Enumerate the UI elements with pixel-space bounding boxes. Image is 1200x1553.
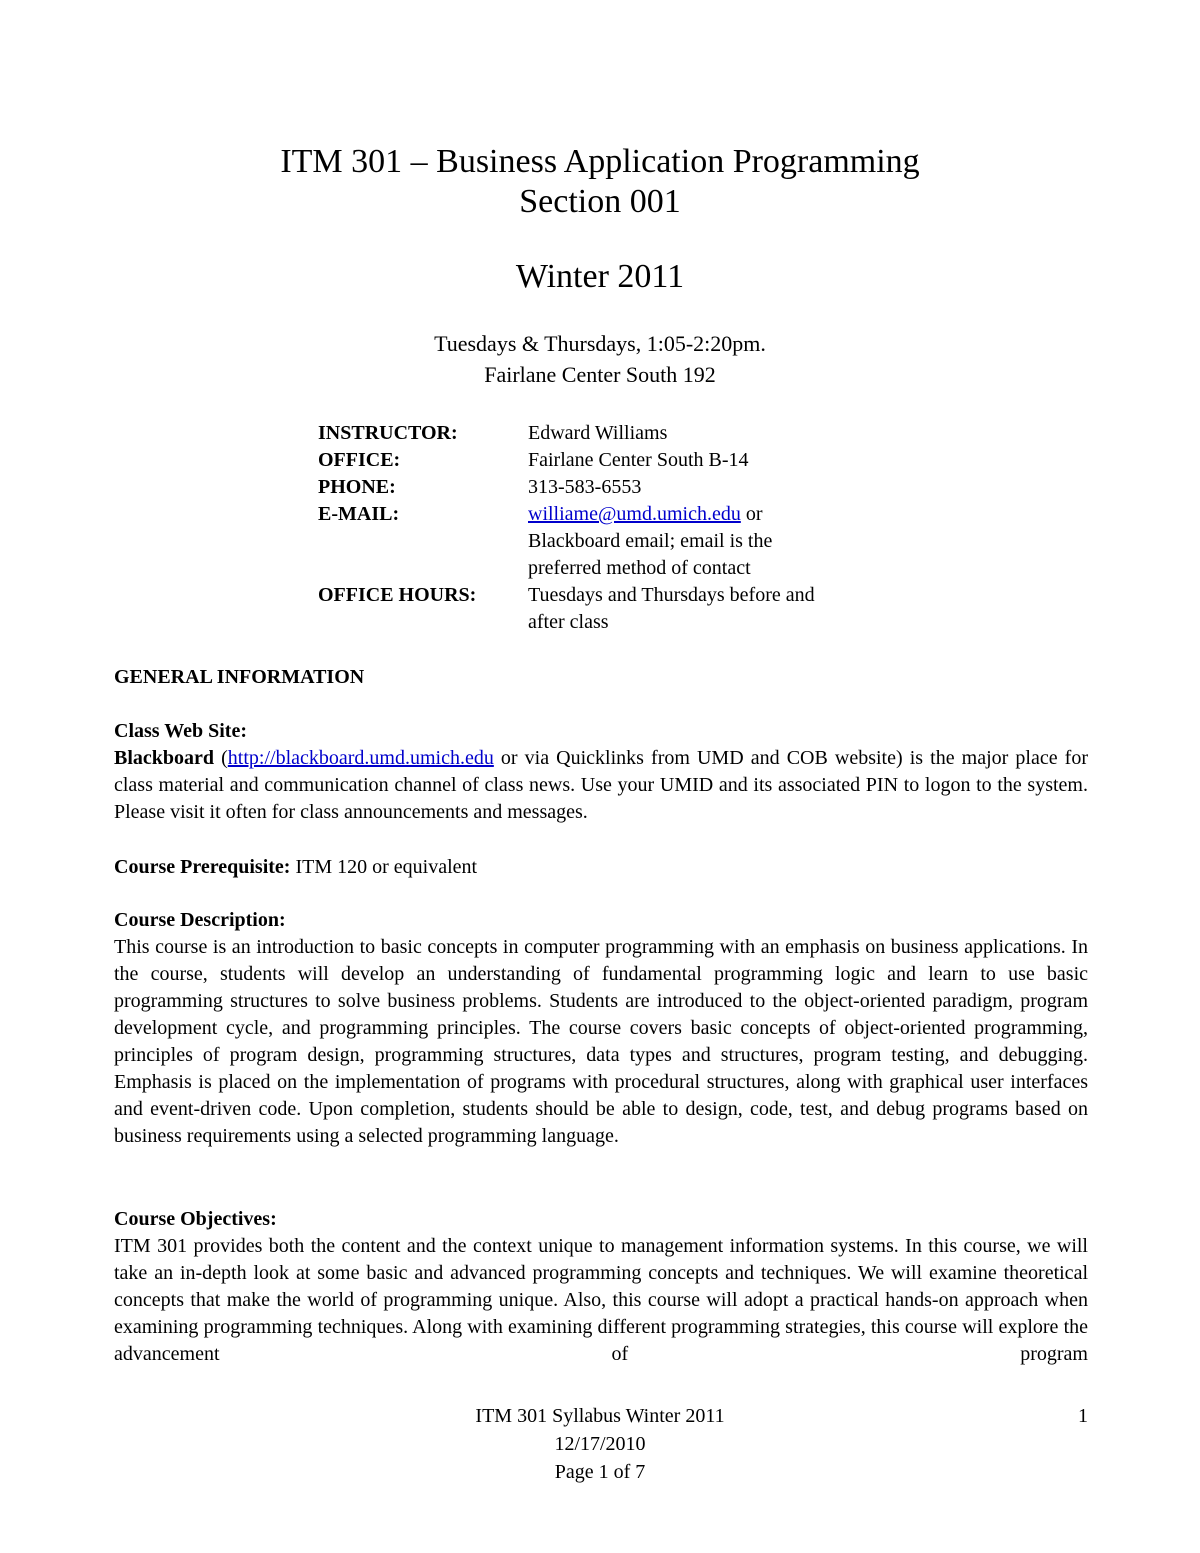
email-rest-1: or (740, 503, 763, 525)
page-footer (0, 1402, 1200, 1486)
class-website-section (114, 718, 1088, 826)
phone-value: 313-583-6553 (528, 476, 642, 498)
contact-row-office (318, 447, 888, 474)
course-description-heading: Course Description: (114, 909, 286, 931)
term-line: Winter 2011 (515, 258, 685, 295)
hours-label: OFFICE HOURS: (318, 584, 477, 606)
schedule-line: Tuesdays & Thursdays, 1:05-2:20pm. (434, 331, 766, 356)
office-value: Fairlane Center South B-14 (528, 449, 749, 471)
email-rest-2: Blackboard email; email is the (528, 530, 773, 552)
prerequisite-section (114, 854, 1088, 881)
footer-title: ITM 301 Syllabus Winter 2011 (475, 1405, 725, 1427)
class-website-paragraph (114, 745, 1088, 826)
footer-date: 12/17/2010 (554, 1433, 646, 1455)
course-description-text: This course is an introduction to basic concepts in computer programming with an emphasis on business applications. In the course, students will develop an understanding of fundamental programming logic and learn to use basic programming structures to solve business problems. Students are introduced to the object-oriented paradigm, program development cycle, and programming principles. The course covers basic concepts of object-oriented programming, principles of program design, programming structures, data types and structures, program testing, and debugging. Emphasis is placed on the implementation of programs with procedural structures, along with graphical user interfaces and event-driven code. Upon completion, students should be able to design, code, test, and debug programs based on business requirements using a selected programming language. (114, 936, 1088, 1147)
contact-row-phone (318, 474, 888, 501)
website-description: or via Quicklinks from UMD and COB website) is the major place for class material and communication channel of class news. Use your UMID and its associated PIN to logon to the system. Please visit it often for class announcements and messages. (114, 747, 1088, 823)
email-label: E-MAIL: (318, 503, 400, 525)
contact-table (318, 420, 888, 636)
general-information-heading: GENERAL INFORMATION (114, 666, 365, 688)
contact-row-hours (318, 582, 888, 636)
website-open-paren: ( (214, 747, 228, 769)
email-value (528, 501, 888, 582)
course-objectives-heading: Course Objectives: (114, 1208, 277, 1230)
contact-row-email (318, 501, 888, 582)
term-title (0, 257, 1200, 297)
course-objectives-text: ITM 301 provides both the content and the context unique to management information systems. In this course, we will take an in-depth look at some basic and advanced programming concepts and techniques. We will examine theoretical concepts that make the world of programming unique. Also, this course will adopt a practical hands-on approach when examining programming techniques. Along with examining different programming strategies, this course will explore the advancement of program (114, 1235, 1088, 1365)
class-website-heading: Class Web Site: (114, 720, 247, 742)
section-title (0, 182, 1200, 222)
course-objectives-section (114, 1206, 1088, 1368)
hours-value-1: Tuesdays and Thursdays before and (528, 584, 815, 606)
location-line: Fairlane Center South 192 (484, 362, 716, 387)
prerequisite-value: ITM 120 or equivalent (290, 856, 478, 878)
course-title (0, 142, 1200, 182)
prerequisite-label: Course Prerequisite: (114, 856, 291, 878)
course-description-section (114, 907, 1088, 1150)
office-label: OFFICE: (318, 449, 401, 471)
email-rest-3: preferred method of contact (528, 557, 751, 579)
blackboard-label: Blackboard (114, 747, 215, 769)
instructor-label: INSTRUCTOR: (318, 422, 458, 444)
course-title-line: ITM 301 – Business Application Programming (280, 143, 920, 180)
blackboard-link[interactable]: http://blackboard.umd.umich.edu (227, 747, 494, 769)
footer-page-number: 1 (1078, 1405, 1088, 1427)
contact-row-instructor (318, 420, 888, 447)
hours-value-2: after class (528, 611, 609, 633)
phone-label: PHONE: (318, 476, 396, 498)
hours-value (528, 582, 888, 636)
footer-page-count: Page 1 of 7 (554, 1461, 646, 1483)
section-line: Section 001 (519, 183, 681, 220)
instructor-value: Edward Williams (528, 422, 668, 444)
email-link[interactable]: williame@umd.umich.edu (528, 503, 741, 525)
